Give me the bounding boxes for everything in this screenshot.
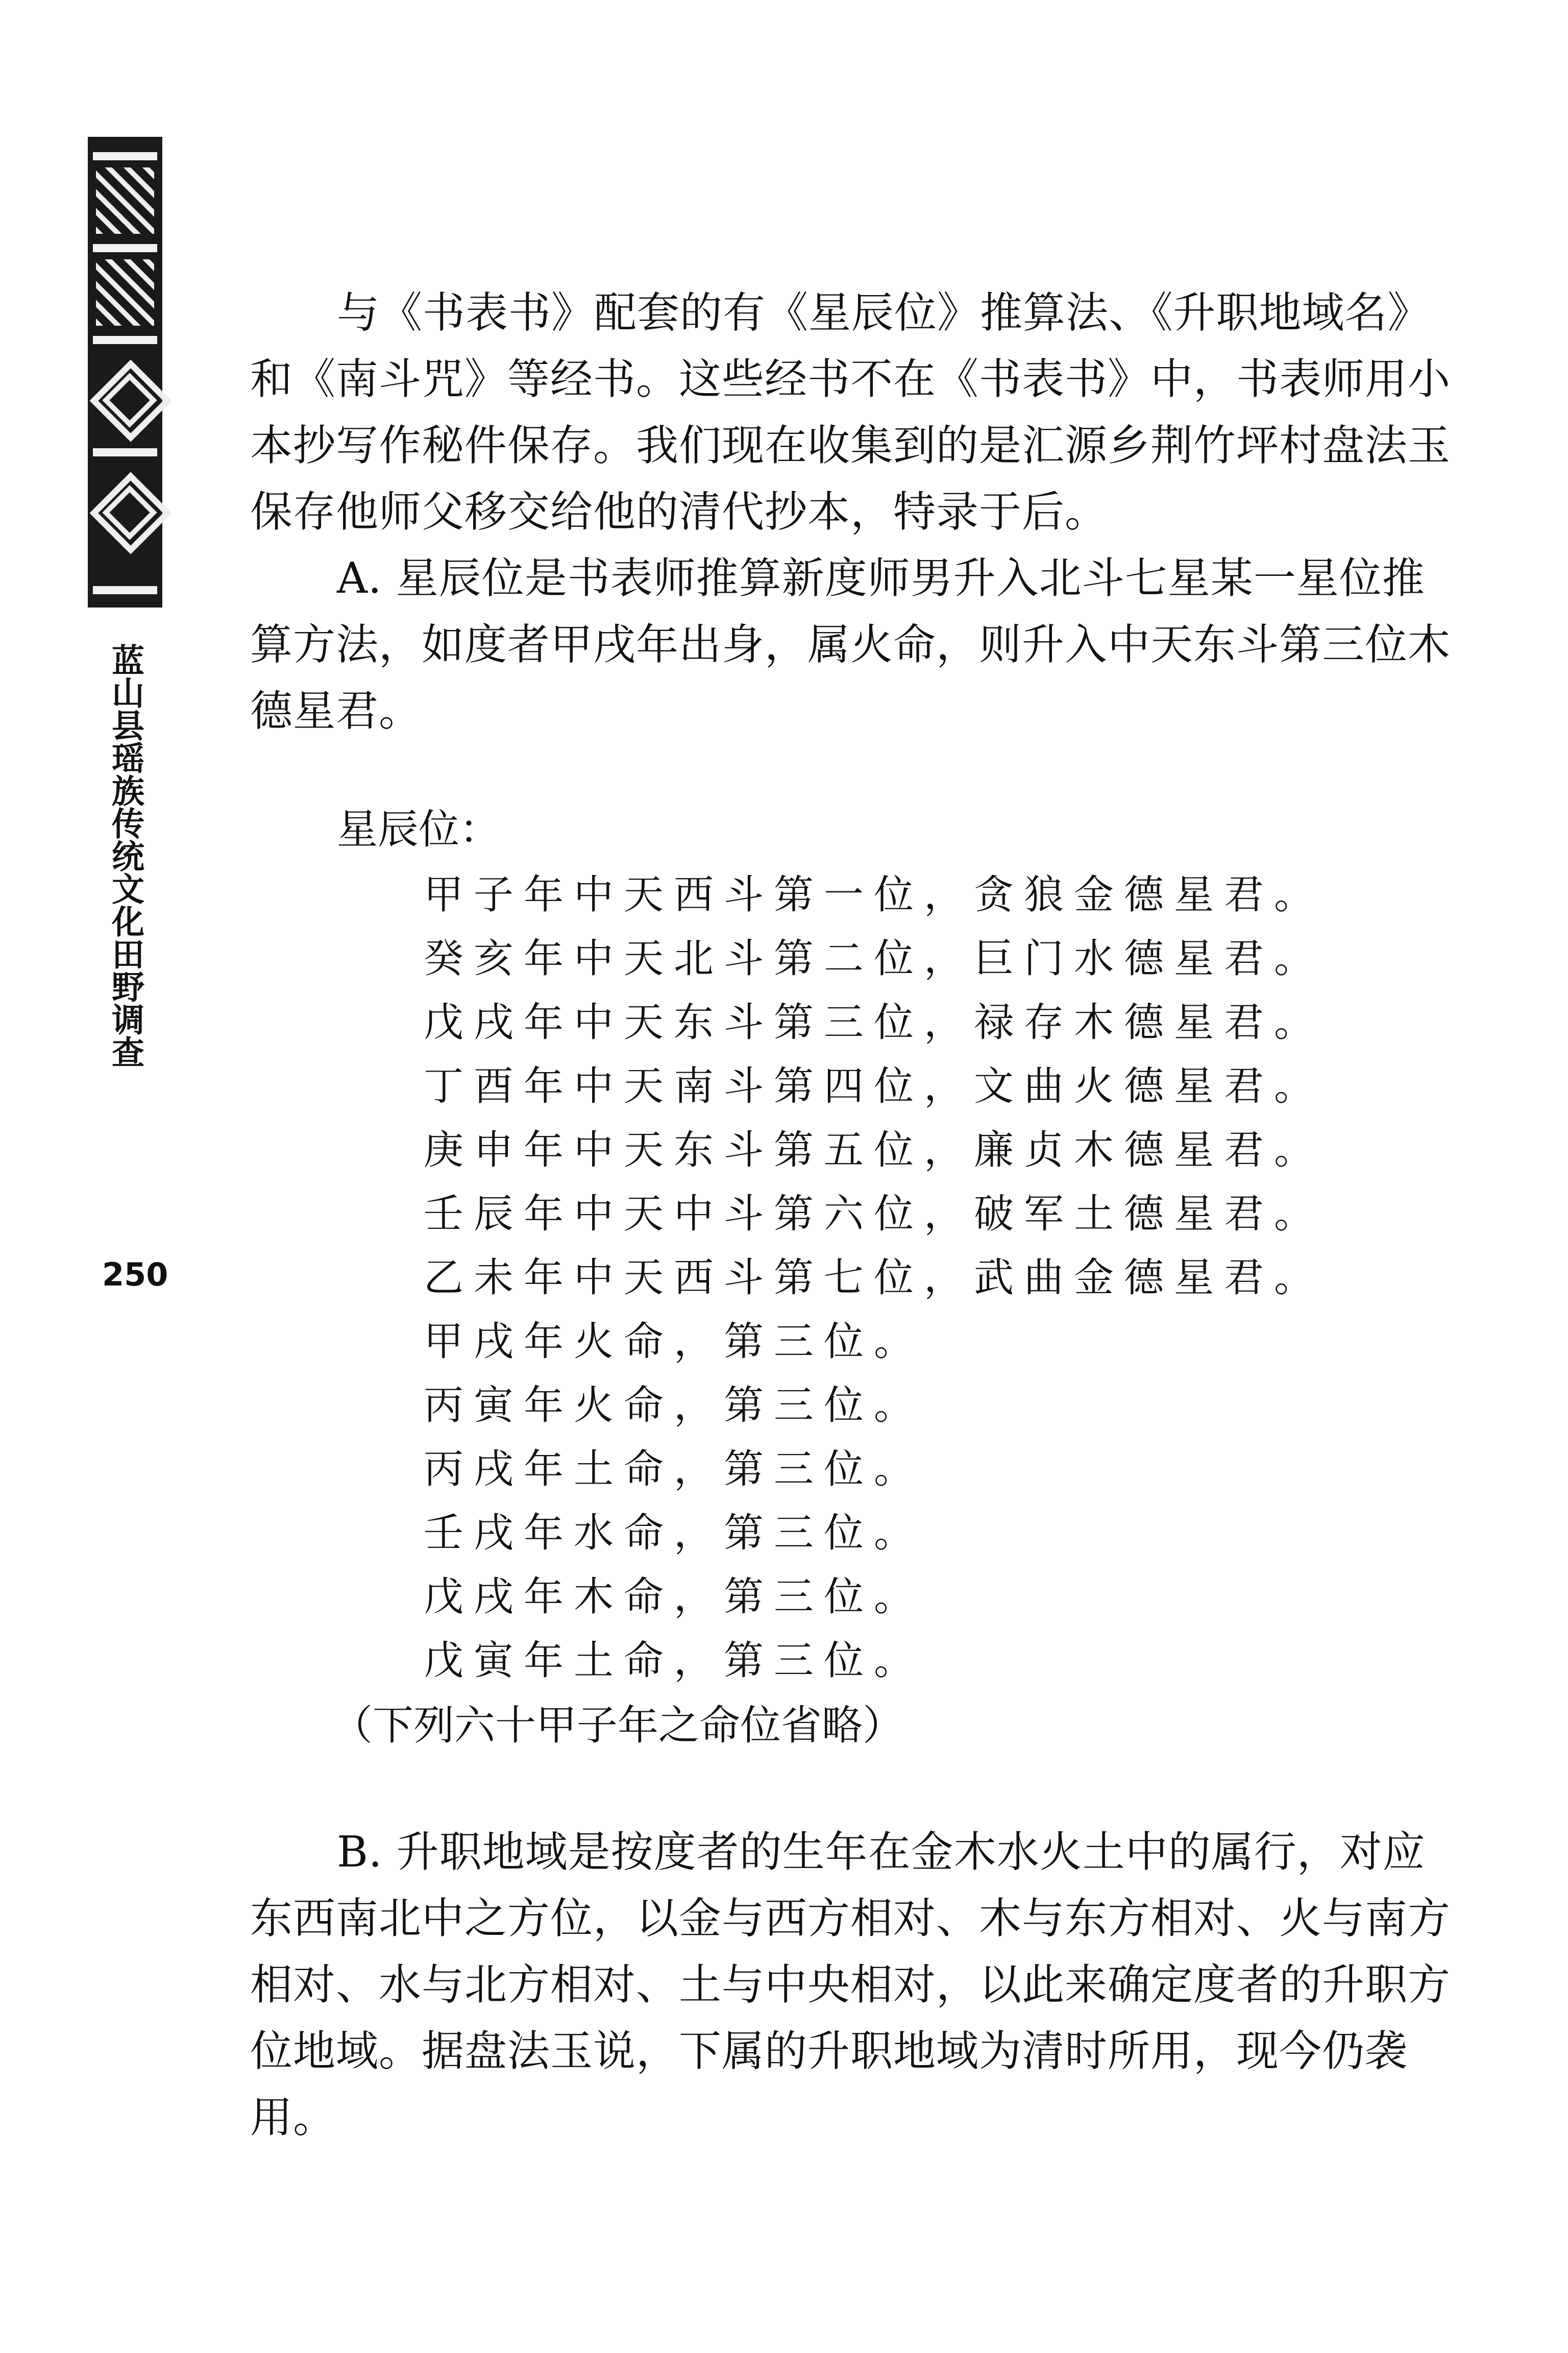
page-number: 250 — [102, 1256, 168, 1293]
list-item: 癸亥年中天北斗第二位，巨门水德星君。 — [424, 936, 1325, 982]
para2-line-1: A. 星辰位是书表师推算新度师男升入北斗七星某一星位推 — [337, 553, 1425, 603]
para3-line-5: 用。 — [250, 2093, 336, 2142]
list-item: 丙寅年火命，第三位。 — [424, 1382, 924, 1428]
para1-line-2: 和《南斗咒》等经书。这些经书不在《书表书》中，书表师用小 — [250, 354, 1451, 404]
para3-line-3: 相对、水与北方相对、土与中央相对，以此来确定度者的升职方 — [250, 1960, 1451, 2009]
list-note: （下列六十甲子年之命位省略） — [332, 1702, 903, 1749]
list-item: 庚申年中天东斗第五位，廉贞木德星君。 — [424, 1127, 1325, 1173]
list-item: 戊寅年土命，第三位。 — [424, 1638, 924, 1684]
para2-line-2: 算方法，如度者甲戌年出身，属火命，则升入中天东斗第三位木 — [250, 620, 1451, 669]
para3-line-4: 位地域。据盘法玉说，下属的升职地域为清时所用，现今仍袭 — [250, 2026, 1408, 2076]
para1-line-3: 本抄写作秘件保存。我们现在收集到的是汇源乡荆竹坪村盘法玉 — [250, 421, 1451, 470]
para1-line-4: 保存他师父移交给他的清代抄本，特录于后。 — [250, 487, 1108, 537]
list-item: 丁酉年中天南斗第四位，文曲火德星君。 — [424, 1063, 1325, 1109]
side-ornament — [88, 137, 162, 608]
list-item: 戊戌年中天东斗第三位，禄存木德星君。 — [424, 1000, 1325, 1046]
list-item: 戊戌年木命，第三位。 — [424, 1574, 924, 1620]
para3-line-1: B. 升职地域是按度者的生年在金木水火土中的属行，对应 — [337, 1827, 1426, 1877]
para1-line-1: 与《书表书》配套的有《星辰位》推算法、《升职地域名》 — [337, 288, 1431, 337]
list-item: 壬戌年水命，第三位。 — [424, 1510, 924, 1556]
list-item: 丙戌年土命，第三位。 — [424, 1446, 924, 1492]
vertical-book-title: 蓝山县瑶族传统文化田野调查 — [106, 643, 144, 1068]
list-title: 星辰位： — [337, 806, 500, 853]
para3-line-2: 东西南北中之方位，以金与西方相对、木与东方相对、火与南方 — [250, 1894, 1451, 1943]
list-item: 乙未年中天西斗第七位，武曲金德星君。 — [424, 1255, 1325, 1301]
list-item: 甲子年中天西斗第一位，贪狼金德星君。 — [424, 872, 1325, 918]
list-item: 壬辰年中天中斗第六位，破军土德星君。 — [424, 1191, 1325, 1237]
list-item: 甲戌年火命，第三位。 — [424, 1319, 924, 1365]
para2-line-3: 德星君。 — [250, 686, 422, 736]
